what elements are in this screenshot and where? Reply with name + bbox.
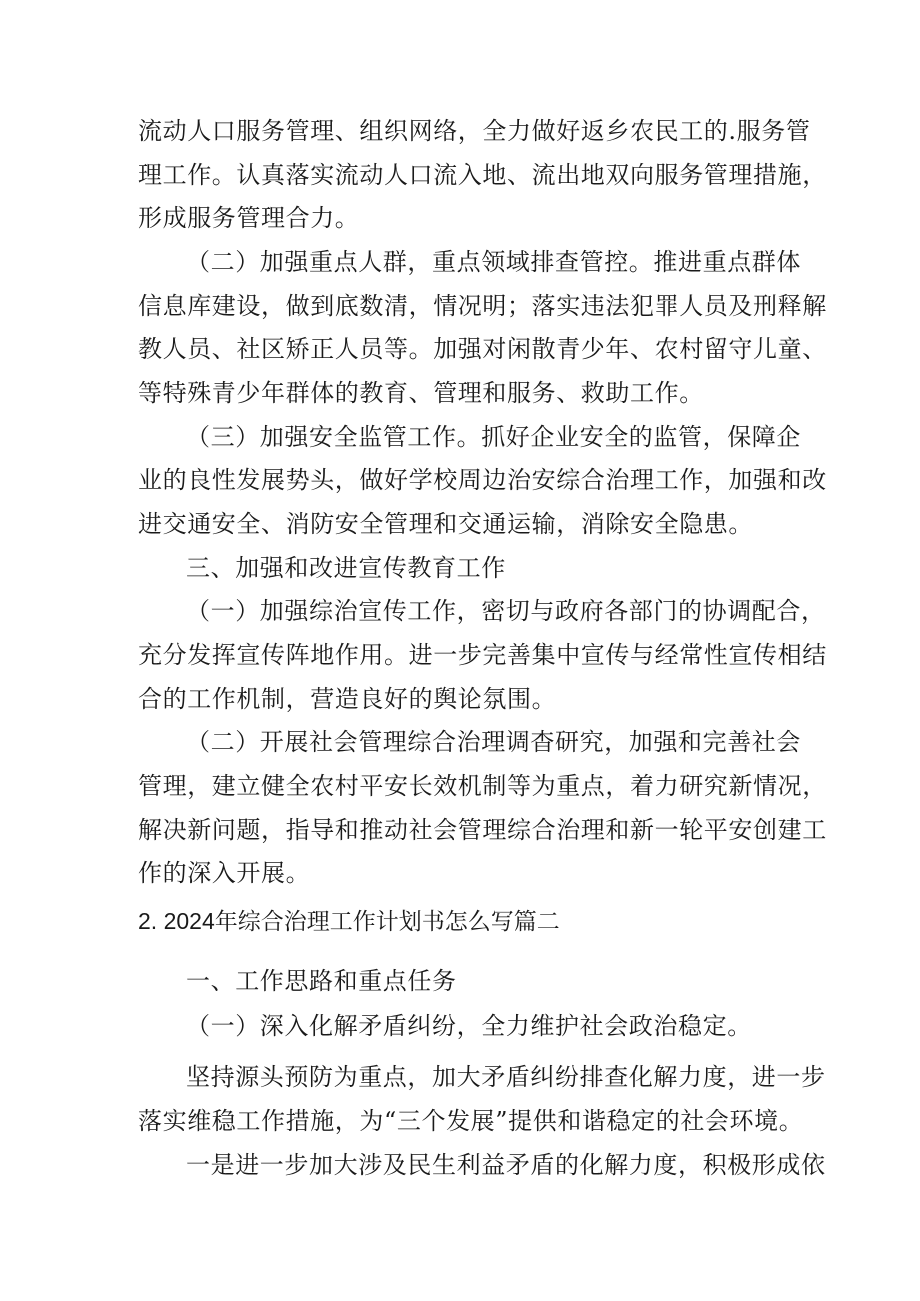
text-line: 流动人口服务管理、组织网络，全力做好返乡农民工的.服务管 xyxy=(138,117,811,145)
text-line: 进交通安全、消防安全管理和交通运输，消除安全隐患。 xyxy=(138,510,753,538)
text-line: 作的深入开展。 xyxy=(138,859,311,887)
text-line: 坚持源头预防为重点，加大矛盾纠纷排查化解力度，进一步 xyxy=(186,1063,826,1091)
text-line: 信息库建设，做到底数清，情况明；落实违法犯罪人员及刑释解 xyxy=(138,292,827,320)
section-heading: 一、工作思路和重点任务 xyxy=(186,967,457,995)
text-line: 合的工作机制，营造良好的舆论氛围。 xyxy=(138,685,557,713)
text-line: （三）加强安全监管工作。抓好企业安全的监管，保障企 xyxy=(186,423,801,451)
text-line: （一）加强综治宣传工作，密切与政府各部门的协调配合， xyxy=(186,597,826,625)
text-line: 形成服务管理合力。 xyxy=(138,204,360,232)
text-line: 业的良性发展势头，做好学校周边治安综合治理工作，加强和改 xyxy=(138,466,827,494)
text-line: 充分发挥宣传阵地作用。进一步完善集中宣传与经常性宣传相结 xyxy=(138,641,827,669)
text-line: 落实维稳工作措施，为“三个发展”提供和谐稳定的社会环境。 xyxy=(138,1107,804,1135)
text-line: 教人员、社区矫正人员等。加强对闲散青少年、农村留守儿童、 xyxy=(138,335,827,363)
section-heading: 三、加强和改进宣传教育工作 xyxy=(186,554,506,582)
text-line: 理工作。认真落实流动人口流入地、流出地双向服务管理措施， xyxy=(138,161,827,189)
section-title: 2. 2024年综合治理工作计划书怎么写篇二 xyxy=(138,908,560,934)
text-line: 一是进一步加大涉及民生利益矛盾的化解力度，积极形成依 xyxy=(186,1151,826,1179)
text-line: （二）加强重点人群，重点领域排查管控。推进重点群体 xyxy=(186,248,801,276)
text-line: （二）开展社会管理综合治理调杳研究，加强和完善社会 xyxy=(186,728,801,756)
text-line: （一）深入化解矛盾纠纷，全力维护社会政治稳定。 xyxy=(186,1012,752,1040)
text-line: 管理，建立健全农村平安长效机制等为重点，着力研究新情况， xyxy=(138,772,827,800)
text-line: 等特殊青少年群体的教育、管理和服务、救助工作。 xyxy=(138,379,704,407)
text-line: 解决新问题，指导和推动社会管理综合治理和新一轮平安创建工 xyxy=(138,816,827,844)
